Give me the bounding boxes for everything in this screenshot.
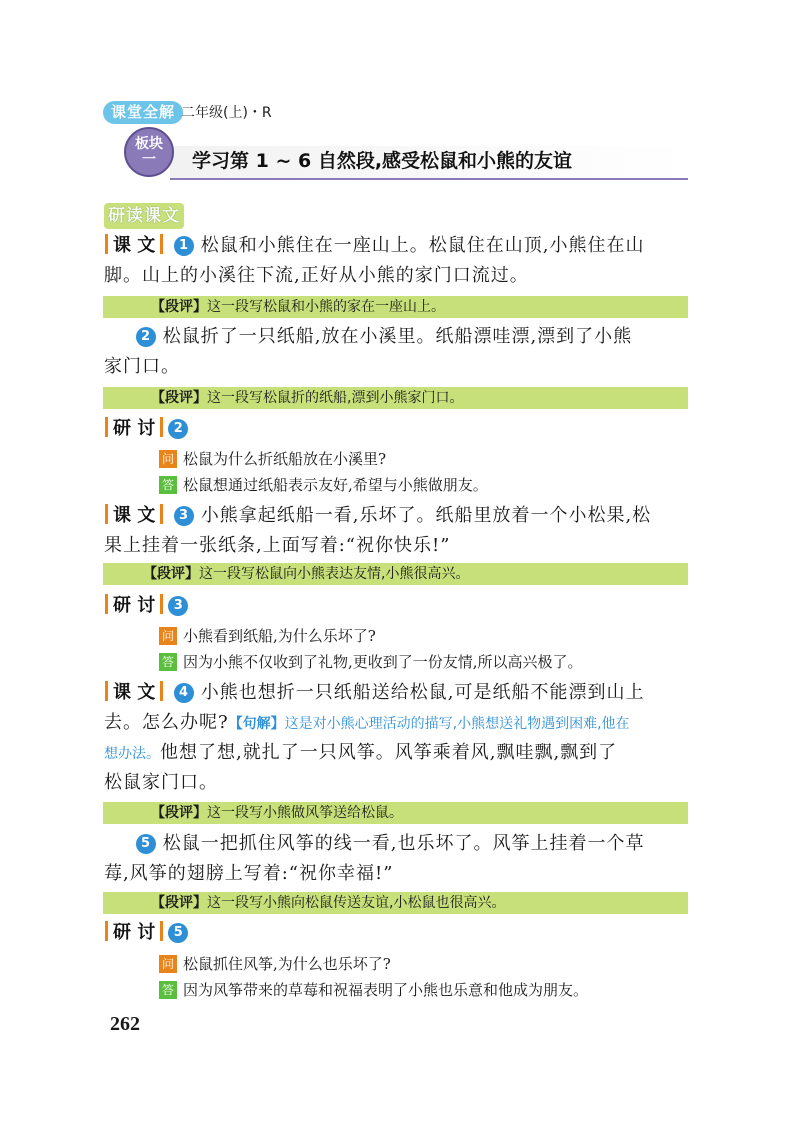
paragraph-1-line-2: 脚。山上的小溪往下流,正好从小熊的家门口流过。 [104,265,529,286]
question [159,625,376,647]
answer-text: 因为小熊不仅收到了礼物,更收到了一份友情,所以高兴极了。 [183,653,583,671]
paragraph-text: 去。怎么办呢? [104,712,229,733]
paragraph-number: 5 [136,834,156,854]
label-bar [160,921,163,941]
paragraph-comment [103,563,688,585]
paragraph-comment [103,296,688,318]
note-text: 这是对小熊心理活动的描写,小熊想送礼物遇到困难,他在 [284,716,630,732]
answer-text: 因为风筝带来的草莓和祝福表明了小熊也乐意和他成为朋友。 [183,981,589,999]
label-bar [160,681,163,701]
label-bar [105,681,108,701]
paragraph-number: 2 [168,419,188,439]
discuss-label-text: 研 讨 [113,418,156,439]
answer-icon: 答 [159,476,177,494]
answer [159,979,588,1001]
paragraph-4-line-4: 松鼠家门口。 [104,772,218,793]
paragraph-comment [103,387,688,409]
question-icon: 问 [159,450,177,468]
question-icon: 问 [159,627,177,645]
section-badge [124,127,174,177]
paragraph-number: 5 [168,923,188,943]
section-title: 学习第 1 ~ 6 自然段,感受松鼠和小熊的友谊 [192,150,573,172]
answer-icon: 答 [159,981,177,999]
paragraph-text: 松鼠和小熊住在一座山上。松鼠住在山顶,小熊住在山 [200,235,645,256]
comment-text: 这一段写松鼠和小熊的家在一座山上。 [207,299,445,315]
answer-text: 松鼠想通过纸船表示友好,希望与小熊做朋友。 [183,476,488,494]
question-text: 小熊看到纸船,为什么乐坏了? [183,627,376,645]
paragraph-3-line-2: 果上挂着一张纸条,上面写着:“祝你快乐!” [104,535,451,556]
grade-label: 二年级(上)・R [181,105,272,121]
paragraph-text: 松鼠一把抓住风筝的线一看,也乐坏了。风筝上挂着一个草 [162,833,645,854]
paragraph-1-line-1 [174,231,644,261]
paragraph-5-line-2: 莓,风筝的翅膀上写着:“祝你幸福!” [104,863,394,884]
text-label [105,679,168,707]
study-text-label: 研读课文 [104,203,184,229]
paragraph-text: 松鼠折了一只纸船,放在小溪里。纸船漂哇漂,漂到了小熊 [162,326,633,347]
label-bar [105,921,108,941]
page-number: 262 [110,1013,140,1035]
comment-text: 这一段写小熊向松鼠传送友谊,小松鼠也很高兴。 [207,895,506,911]
label-bar [160,417,163,437]
paragraph-number: 4 [174,683,194,703]
paragraph-4-line-2 [104,708,630,739]
comment-text: 这一段写松鼠向小熊表达友情,小熊很高兴。 [199,566,470,582]
paragraph-comment [103,802,688,824]
label-bar [105,594,108,614]
label-bar [160,504,163,524]
comment-tag: 【段评】 [151,390,207,406]
paragraph-number: 1 [174,236,194,256]
label-bar [160,594,163,614]
paragraph-number: 3 [174,506,194,526]
answer [159,474,488,496]
text-label-text: 课 文 [113,235,156,256]
comment-tag: 【段评】 [143,566,199,582]
section-badge-text: 板块一 [135,136,163,168]
discuss-label [105,592,188,620]
paragraph-2-line-1 [136,322,632,352]
paragraph-4-line-3 [104,738,617,769]
paragraph-comment [103,892,688,914]
question [159,953,391,975]
text-label-text: 课 文 [113,682,156,703]
answer-icon: 答 [159,653,177,671]
label-bar [105,234,108,254]
question-icon: 问 [159,955,177,973]
comment-tag: 【段评】 [151,805,207,821]
question-text: 松鼠抓住风筝,为什么也乐坏了? [183,955,391,973]
label-bar [160,234,163,254]
label-bar [105,417,108,437]
comment-text: 这一段写小熊做风筝送给松鼠。 [207,805,403,821]
discuss-label-text: 研 讨 [113,595,156,616]
note-tag: 【句解】 [228,716,285,732]
question [159,448,386,470]
discuss-label-text: 研 讨 [113,922,156,943]
section-divider [170,178,688,180]
text-label-text: 课 文 [113,505,156,526]
discuss-label [105,919,188,947]
note-text: 想办法。 [104,746,160,762]
label-bar [105,504,108,524]
sentence-note [229,716,630,732]
answer [159,651,583,673]
book-badge: 课堂全解 [103,101,183,124]
comment-tag: 【段评】 [151,299,207,315]
paragraph-2-line-2: 家门口。 [104,356,180,377]
question-text: 松鼠为什么折纸船放在小溪里? [183,450,387,468]
paragraph-text: 小熊也想折一只纸船送给松鼠,可是纸船不能漂到山上 [200,682,645,703]
paragraph-text: 他想了想,就扎了一只风筝。风筝乘着风,飘哇飘,飘到了 [160,742,618,763]
paragraph-5-line-1 [136,829,644,859]
paragraph-4-line-1 [174,678,644,708]
text-label [105,502,168,530]
comment-text: 这一段写松鼠折的纸船,漂到小熊家门口。 [207,390,464,406]
text-label [105,232,168,260]
paragraph-number: 3 [168,596,188,616]
paragraph-number: 2 [136,327,156,347]
paragraph-3-line-1 [174,501,651,531]
paragraph-text: 小熊拿起纸船一看,乐坏了。纸船里放着一个小松果,松 [200,505,652,526]
discuss-label [105,415,188,443]
comment-tag: 【段评】 [151,895,207,911]
